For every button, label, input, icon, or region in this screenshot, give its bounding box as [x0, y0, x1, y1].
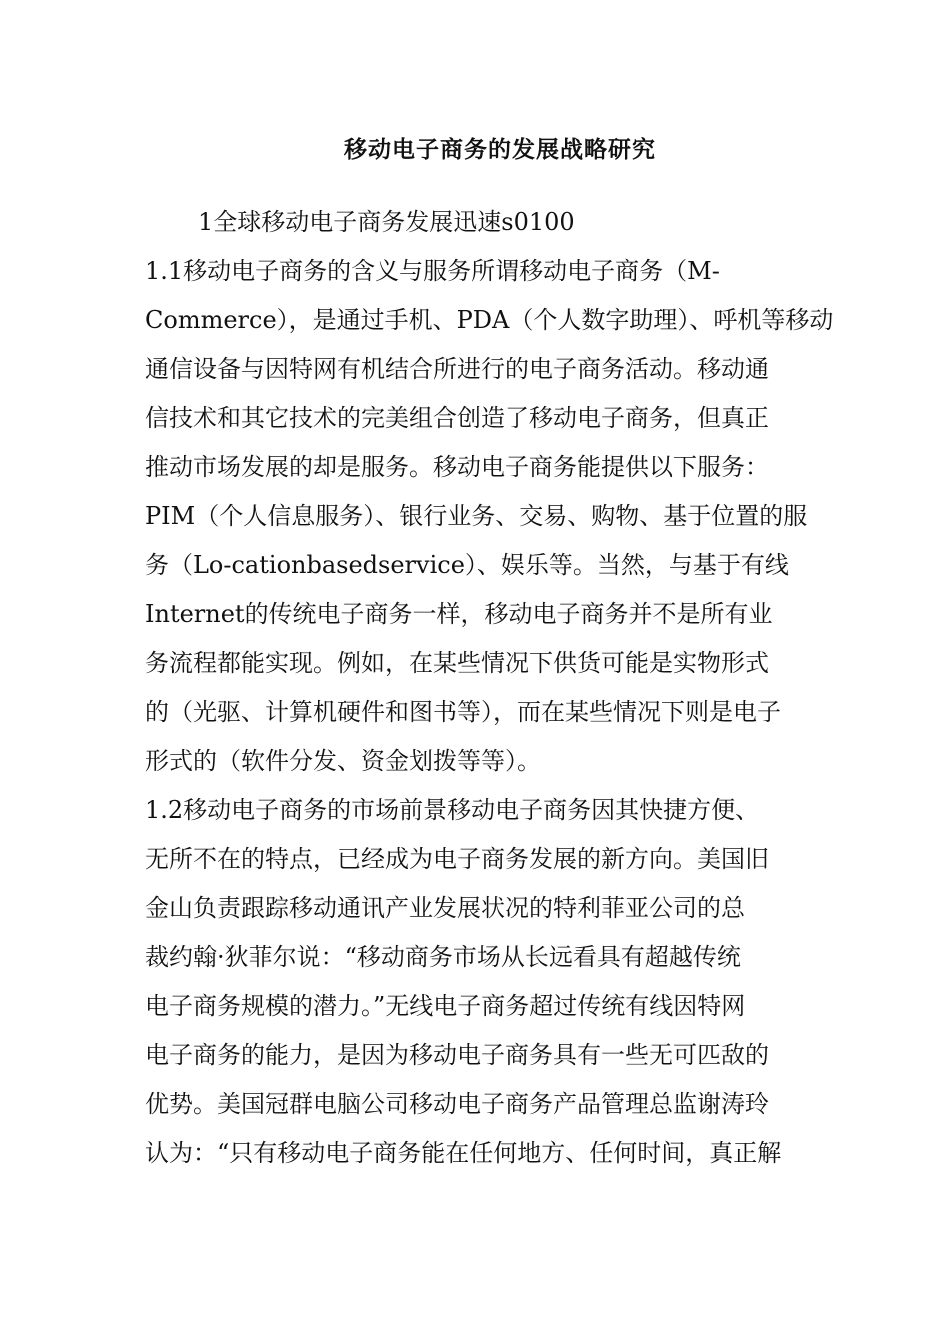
body-line: 务流程都能实现。例如，在某些情况下供货可能是实物形式 — [145, 649, 769, 677]
body-line: 务（Lo-cationbasedservice）、娱乐等。当然，与基于有线 — [145, 551, 789, 579]
body-line: 电子商务的能力，是因为移动电子商务具有一些无可匹敌的 — [145, 1041, 769, 1069]
body-line: 1.1移动电子商务的含义与服务所谓移动电子商务（M- — [145, 257, 720, 285]
body-line: 信技术和其它技术的完美组合创造了移动电子商务，但真正 — [145, 404, 769, 432]
body-line: 认为：“只有移动电子商务能在任何地方、任何时间，真正解 — [145, 1139, 782, 1167]
body-line: Commerce），是通过手机、PDA（个人数字助理）、呼机等移动 — [145, 306, 834, 334]
body-line: 推动市场发展的却是服务。移动电子商务能提供以下服务： — [145, 453, 769, 481]
body-line: 金山负责跟踪移动通讯产业发展状况的特利菲亚公司的总 — [145, 894, 745, 922]
body-line: Internet的传统电子商务一样，移动电子商务并不是所有业 — [145, 600, 773, 628]
body-line: 1.2移动电子商务的市场前景移动电子商务因其快捷方便、 — [145, 796, 760, 824]
body-line: 电子商务规模的潜力。”无线电子商务超过传统有线因特网 — [145, 992, 746, 1020]
body-line: 的（光驱、计算机硬件和图书等），而在某些情况下则是电子 — [145, 698, 781, 726]
document-title: 移动电子商务的发展战略研究 — [344, 136, 656, 163]
body-line: PIM（个人信息服务）、银行业务、交易、购物、基于位置的服 — [145, 502, 808, 530]
body-line: 通信设备与因特网有机结合所进行的电子商务活动。移动通 — [145, 355, 769, 383]
section-heading-1: 1全球移动电子商务发展迅速s0100 — [198, 208, 575, 236]
body-line: 优势。美国冠群电脑公司移动电子商务产品管理总监谢涛玲 — [145, 1090, 769, 1118]
body-line: 形式的（软件分发、资金划拨等等）。 — [145, 747, 541, 775]
body-line: 裁约翰·狄菲尔说：“移动商务市场从长远看具有超越传统 — [145, 943, 741, 971]
body-line: 无所不在的特点，已经成为电子商务发展的新方向。美国旧 — [145, 845, 769, 873]
